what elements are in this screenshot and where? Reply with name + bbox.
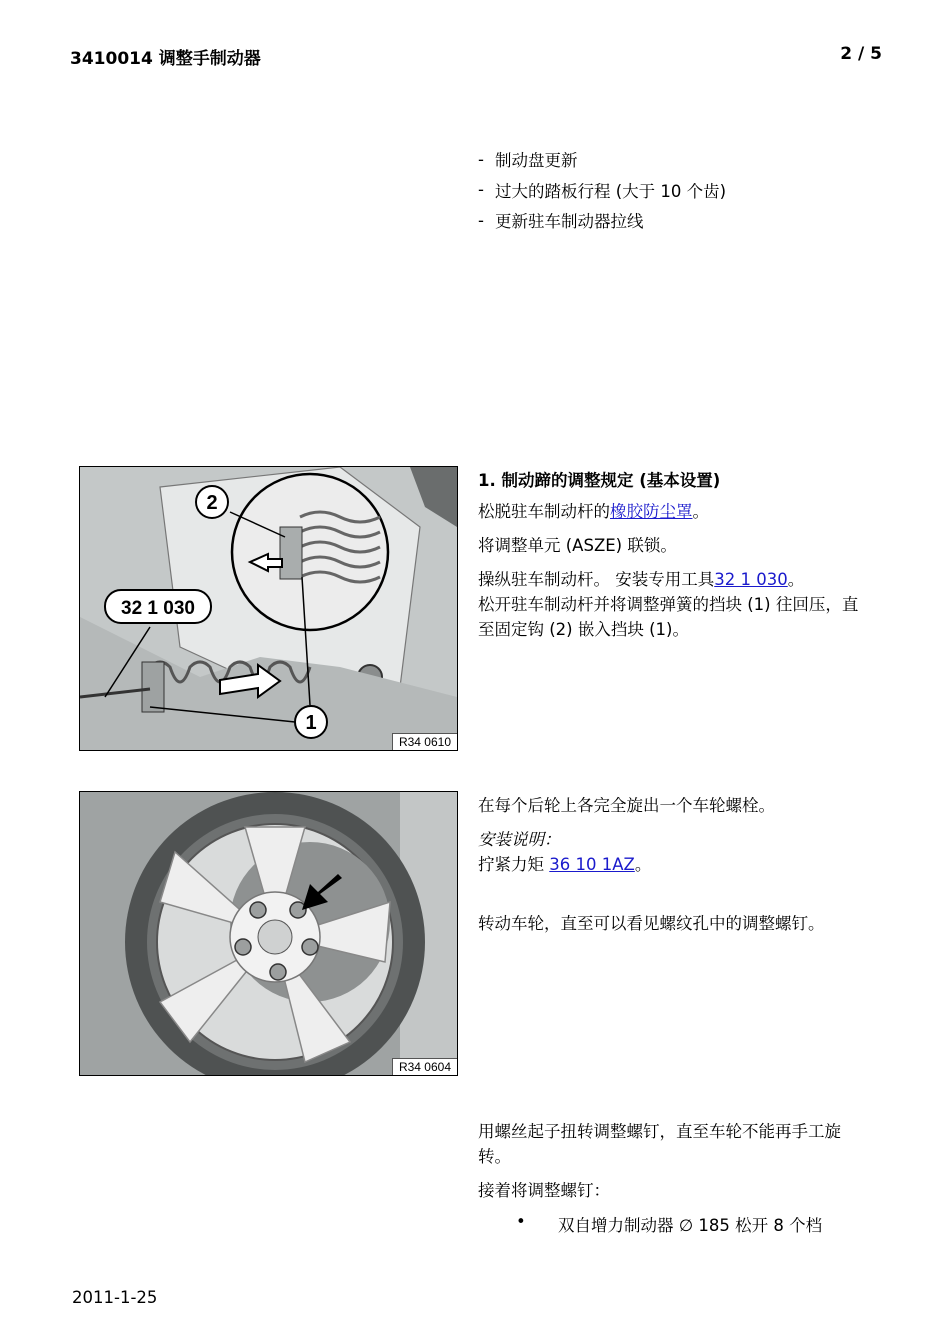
list-item: • 双自增力制动器 ∅ 185 松开 8 个档 <box>516 1212 823 1235</box>
step2-line2: 转动车轮，直至可以看见螺纹孔中的调整螺钉。 <box>478 914 825 933</box>
figure-code: R34 0604 <box>392 1058 457 1075</box>
figure1-illustration <box>80 467 457 750</box>
page-title: 3410014 调整手制动器 <box>70 49 261 69</box>
callout-1: 1 <box>305 712 317 734</box>
step2-block <box>478 793 868 936</box>
figure-parking-brake-spring <box>79 466 458 751</box>
step1-line3: 操纵驻车制动杆。 安装专用工具32 1 030。 <box>478 570 805 589</box>
page-number: 2 / 5 <box>840 44 882 64</box>
list-item: - 更新驻车制动器拉线 <box>478 210 644 232</box>
step3-line2: 接着将调整螺钉： <box>478 1181 610 1200</box>
special-tool-link[interactable]: 32 1 030 <box>714 570 788 589</box>
bullet-icon: • <box>516 1212 526 1231</box>
step1-line1: 松脱驻车制动杆的橡胶防尘罩。 <box>478 502 709 521</box>
callout-2: 2 <box>206 492 218 514</box>
footer-date: 2011-1-25 <box>72 1288 158 1307</box>
list-item: - 过大的踏板行程 (大于 10 个齿) <box>478 180 727 201</box>
torque-line: 拧紧力矩 36 10 1AZ。 <box>478 855 652 874</box>
step3-block <box>478 1119 868 1203</box>
rubber-boot-link[interactable]: 橡胶防尘罩 <box>610 502 693 521</box>
torque-link[interactable]: 36 10 1AZ <box>549 855 635 874</box>
step1-line4: 松开驻车制动杆并将调整弹簧的挡块 (1) 往回压，直至固定钩 (2) 嵌入挡块 (1)。 <box>478 595 859 639</box>
step1-line2: 将调整单元 (ASZE) 联锁。 <box>478 536 677 555</box>
section-heading: 1. 制动蹄的调整规定 (基本设置) <box>478 471 721 490</box>
step3-line1: 用螺丝起子扭转调整螺钉，直至车轮不能再手工旋转。 <box>478 1122 841 1166</box>
figure-code: R34 0610 <box>392 733 457 750</box>
step2-line1: 在每个后轮上各完全旋出一个车轮螺栓。 <box>478 796 775 815</box>
installation-note-label: 安装说明： <box>478 830 561 849</box>
figure2-illustration <box>80 792 457 1075</box>
tool-label: 32 1 030 <box>121 598 195 619</box>
figure-wheel <box>79 791 458 1076</box>
intro-list <box>478 144 726 236</box>
step1-block <box>478 468 868 642</box>
list-item: - 制动盘更新 <box>478 149 578 171</box>
